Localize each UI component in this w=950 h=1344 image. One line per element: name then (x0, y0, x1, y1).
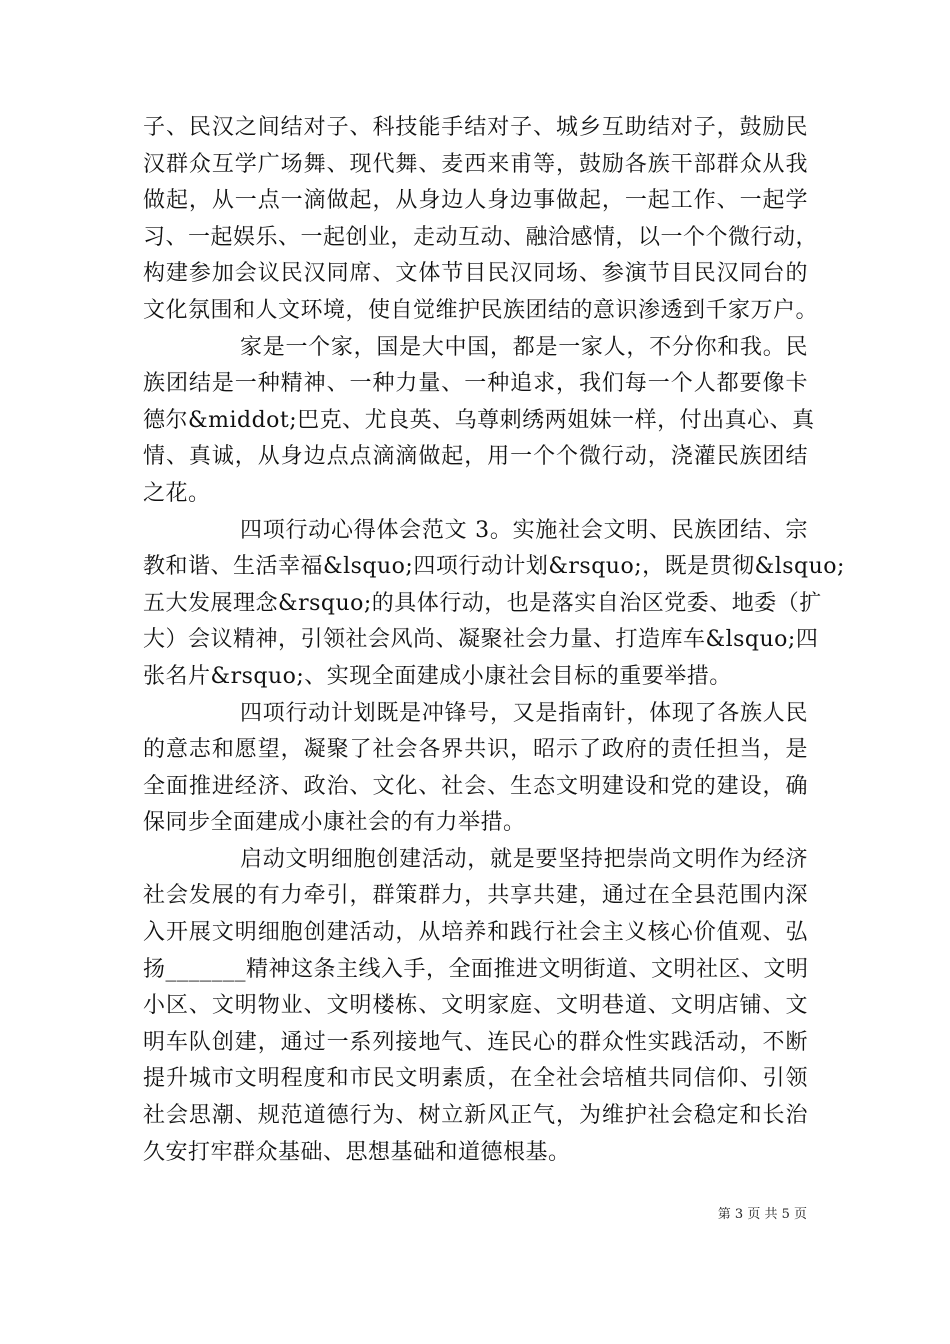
text-line: 教和谐、生活幸福&lsquo;四项行动计划&rsquo;，既是贯彻&lsquo; (143, 554, 845, 580)
text-line: 全面推进经济、政治、文化、社会、生态文明建设和党的建设，确 (143, 773, 808, 799)
text-line: 族团结是一种精神、一种力量、一种追求，我们每一个人都要像卡 (143, 371, 808, 397)
text-line: 构建参加会议民汉同席、文体节目民汉同场、参演节目民汉同台的 (143, 261, 808, 287)
text-line: 四项行动计划既是冲锋号，又是指南针，体现了各族人民 (240, 700, 808, 726)
text-line: 社会发展的有力牵引，群策群力，共享共建，通过在全县范围内深 (143, 883, 808, 909)
text-line: 启动文明细胞创建活动，就是要坚持把崇尚文明作为经济 (240, 846, 808, 872)
text-line: 入开展文明细胞创建活动，从培养和践行社会主义核心价值观、弘 (143, 920, 808, 946)
text-line: 提升城市文明程度和市民文明素质，在全社会培植共同信仰、引领 (143, 1066, 808, 1092)
text-line: 扬_______精神这条主线入手，全面推进文明街道、文明社区、文明 (143, 956, 809, 982)
text-line: 子、民汉之间结对子、科技能手结对子、城乡互助结对子，鼓励民 (143, 115, 808, 140)
text-line: 的意志和愿望，凝聚了社会各界共识，昭示了政府的责任担当，是 (143, 737, 808, 763)
text-line: 四项行动心得体会范文 3。实施社会文明、民族团结、宗 (240, 517, 808, 543)
text-line: 家是一个家，国是大中国，都是一家人，不分你和我。民 (240, 334, 808, 360)
text-line: 张名片&rsquo;、实现全面建成小康社会目标的重要举措。 (143, 663, 732, 689)
text-line: 明车队创建，通过一系列接地气、连民心的群众性实践活动，不断 (143, 1029, 808, 1055)
text-line: 文化氛围和人文环境，使自觉维护民族团结的意识渗透到千家万户。 (143, 297, 819, 323)
text-line: 德尔&middot;巴克、尤良英、乌尊刺绣两姐妹一样，付出真心、真 (143, 407, 815, 433)
text-line: 久安打牢群众基础、思想基础和道德根基。 (143, 1139, 571, 1165)
text-line: 之花。 (143, 480, 211, 506)
text-line: 社会思潮、规范道德行为、树立新风正气，为维护社会稳定和长治 (143, 1103, 808, 1129)
text-line: 保同步全面建成小康社会的有力举措。 (143, 810, 526, 836)
text-line: 小区、文明物业、文明楼栋、文明家庭、文明巷道、文明店铺、文 (143, 993, 808, 1019)
text-line: 五大发展理念&rsquo;的具体行动，也是落实自治区党委、地委（扩 (143, 590, 822, 616)
page-number: 第 3 页 共 5 页 (717, 1207, 807, 1222)
text-line: 大）会议精神，引领社会风尚、凝聚社会力量、打造库车&lsquo;四 (143, 627, 819, 653)
document-body (143, 110, 845, 1171)
text-line: 做起，从一点一滴做起，从身边人身边事做起，一起工作、一起学 (143, 188, 808, 214)
text-line: 汉群众互学广场舞、现代舞、麦西来甫等，鼓励各族干部群众从我 (143, 151, 808, 177)
text-line: 习、一起娱乐、一起创业，走动互动、融洽感情，以一个个微行动， (143, 224, 819, 250)
text-line: 情、真诚，从身边点点滴滴做起，用一个个微行动，浇灌民族团结 (143, 444, 808, 470)
